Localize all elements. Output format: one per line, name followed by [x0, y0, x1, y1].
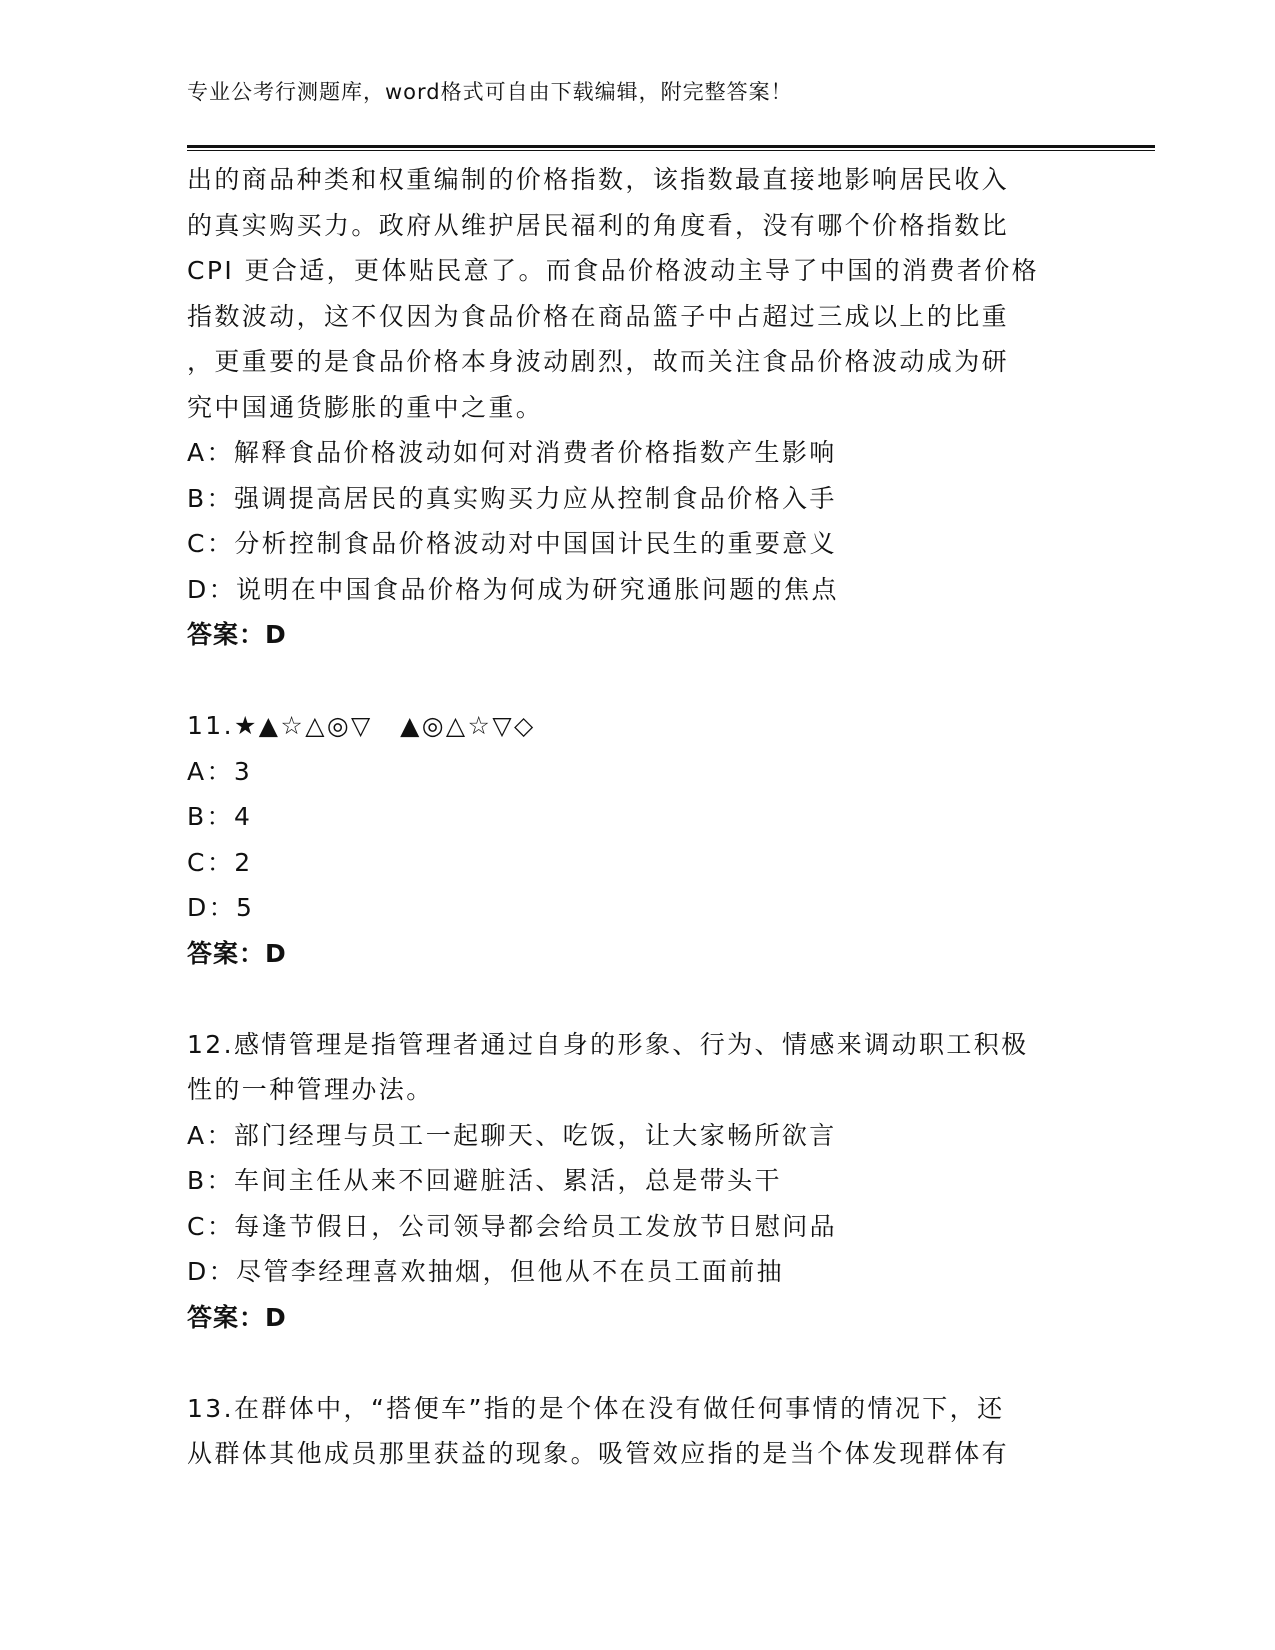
header-rule-thin: [187, 150, 1155, 151]
question-stem-line: 11.★▲☆△◎▽ ▲◎△☆▽◇: [187, 711, 536, 740]
question-stem-line: 12.感情管理是指管理者通过自身的形象、行为、情感来调动职工积极: [187, 1029, 1029, 1059]
question-stem-line: 从群体其他成员那里获益的现象。吸管效应指的是当个体发现群体有: [187, 1439, 1010, 1468]
option-c: C：每逢节假日，公司领导都会给员工发放节日慰问品: [187, 1211, 838, 1241]
question-stem-line: 究中国通货膨胀的重中之重。: [187, 392, 544, 422]
question-stem-line: 性的一种管理办法。: [187, 1075, 434, 1104]
option-d: D：尽管李经理喜欢抽烟，但他从不在员工面前抽: [187, 1257, 785, 1286]
question-stem-line: CPI 更合适，更体贴民意了。而食品价格波动主导了中国的消费者价格: [187, 256, 1040, 285]
option-a: A：3: [187, 756, 253, 786]
option-c: C：2: [187, 847, 253, 877]
option-d: D：5: [187, 893, 255, 922]
page-header: 专业公考行测题库，word格式可自由下载编辑，附完整答案！: [187, 80, 793, 104]
question-12: [187, 1022, 1087, 1341]
question-stem-line: 13.在群体中，“搭便车”指的是个体在没有做任何事情的情况下，还: [187, 1393, 1005, 1423]
spacer: [187, 1340, 1087, 1386]
option-a: A：部门经理与员工一起聊天、吃饭，让大家畅所欲言: [187, 1120, 837, 1150]
answer-line: 答案：D: [187, 620, 287, 649]
option-d: D：说明在中国食品价格为何成为研究通胀问题的焦点: [187, 574, 839, 604]
answer-line: 答案：D: [187, 938, 287, 968]
option-b: B：强调提高居民的真实购买力应从控制食品价格入手: [187, 483, 837, 513]
question-stem-line: 指数波动，这不仅因为食品价格在商品篮子中占超过三成以上的比重: [187, 301, 1010, 331]
question-stem-line: 的真实购买力。政府从维护居民福利的角度看，没有哪个价格指数比: [187, 210, 1010, 240]
question-11: [187, 703, 1087, 976]
spacer: [187, 976, 1087, 1022]
question-content: [187, 157, 1087, 1477]
option-b: B：车间主任从来不回避脏活、累活，总是带头干: [187, 1166, 782, 1195]
option-c: C：分析控制食品价格波动对中国国计民生的重要意义: [187, 529, 838, 558]
header-rule-thick: [187, 145, 1155, 148]
question-stem-line: 出的商品种类和权重编制的价格指数，该指数最直接地影响居民收入: [187, 165, 1010, 194]
option-a: A：解释食品价格波动如何对消费者价格指数产生影响: [187, 438, 837, 467]
answer-line: 答案：D: [187, 1302, 287, 1332]
spacer: [187, 658, 1087, 704]
question-13: [187, 1386, 1087, 1477]
option-b: B：4: [187, 802, 253, 831]
question-10: [187, 157, 1087, 658]
question-stem-line: ，更重要的是食品价格本身波动剧烈，故而关注食品价格波动成为研: [187, 347, 1010, 376]
